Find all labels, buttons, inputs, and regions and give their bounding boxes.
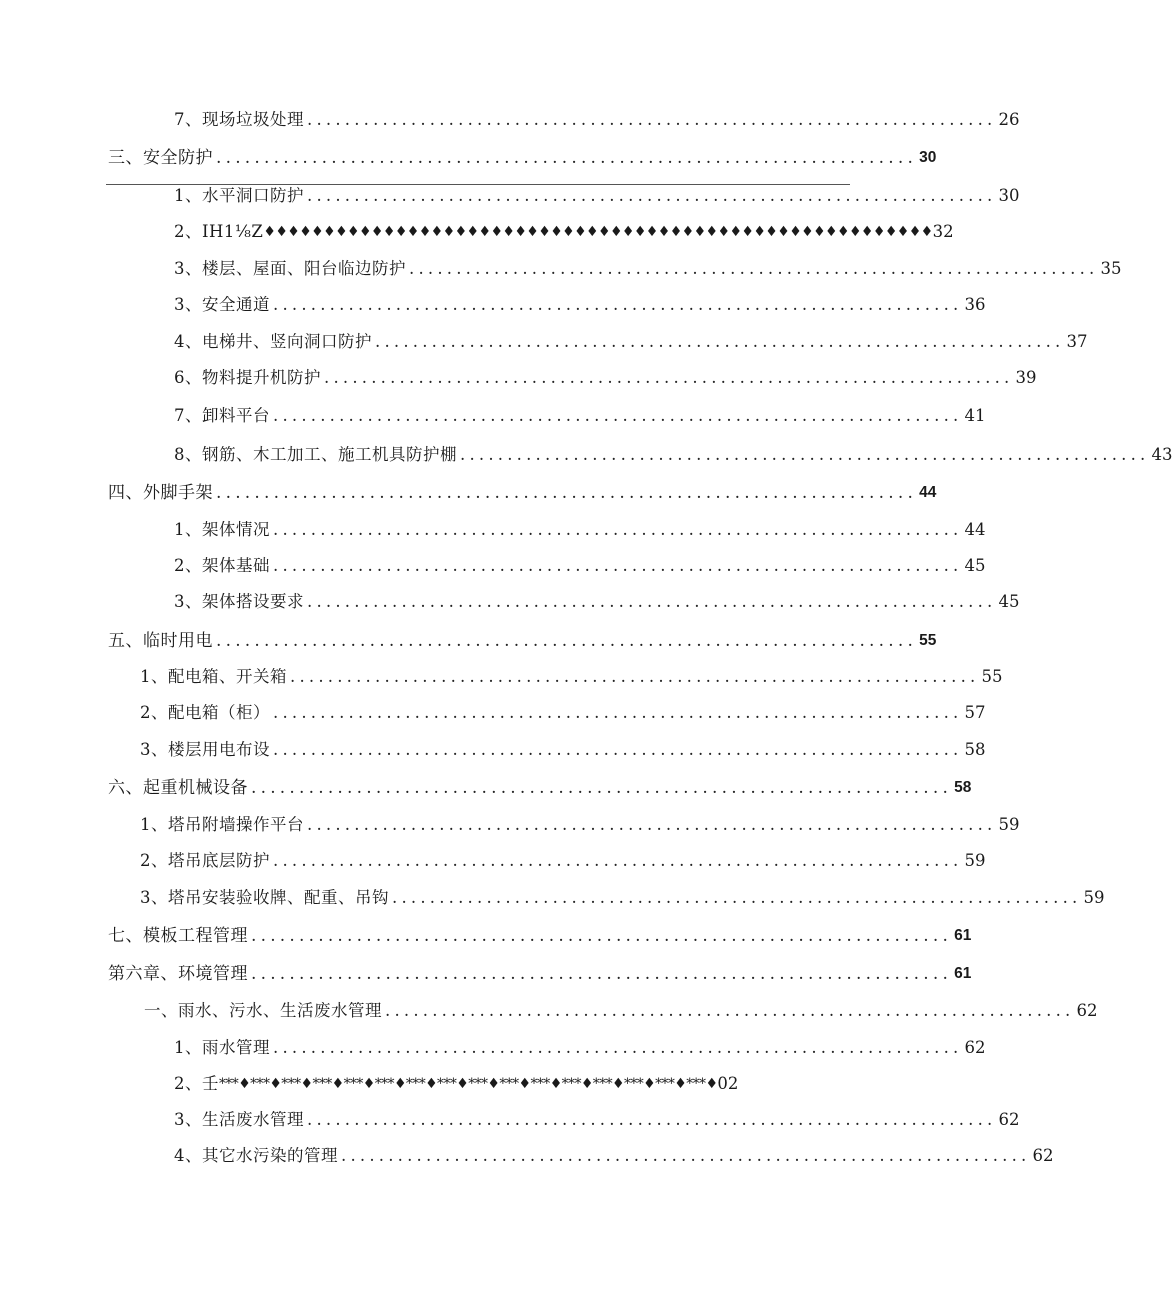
toc-entry [174, 1146, 1054, 1166]
dot-leader: ......................................................................... [273, 703, 963, 722]
dot-leader: ......................................................................... [375, 332, 1065, 351]
toc-entry-label: 3、塔吊安装验收牌、配重、吊钩 [140, 888, 389, 907]
toc-entry [108, 483, 937, 503]
toc-entry-page: 43 [1151, 445, 1172, 464]
dot-leader: ......................................................................... [273, 295, 963, 314]
toc-entry [108, 964, 972, 984]
garbled-leader: ♦♦♦♦♦♦♦♦♦♦♦♦♦♦♦♦♦♦♦♦♦♦♦♦♦♦♦♦♦♦♦♦♦♦♦♦♦♦♦♦♦♦♦♦♦♦♦♦♦♦♦♦♦♦♦♦ [263, 224, 933, 240]
toc-entry-label: 3、安全通道 [174, 295, 270, 314]
dot-leader: ......................................................................... [273, 851, 963, 870]
toc-entry [140, 888, 1105, 908]
toc-entry-page: 58 [964, 740, 986, 759]
toc-entry [174, 368, 1037, 388]
toc-entry-page: 35 [1100, 259, 1122, 278]
toc-entry [174, 1074, 790, 1094]
toc-entry [174, 222, 954, 242]
toc-entry-label: 1、架体情况 [174, 520, 270, 539]
dot-leader: ......................................................................... [307, 1110, 997, 1129]
toc-entry-label: 四、外脚手架 [108, 483, 213, 503]
dot-leader: ......................................................................... [307, 592, 997, 611]
toc-entry-page: 59 [1083, 888, 1105, 907]
toc-entry [174, 186, 1020, 206]
dot-leader: ......................................................................... [216, 631, 918, 651]
toc-entry [108, 778, 972, 798]
toc-entry-label: 三、安全防护 [108, 148, 213, 168]
dot-leader: ......................................................................... [307, 110, 997, 129]
toc-entry [140, 740, 986, 760]
garbled-leader: ***♦***♦***♦***♦***♦***♦***♦***♦***♦***♦***♦***♦***♦***♦***♦***♦ [219, 1076, 718, 1092]
dot-leader: ......................................................................... [273, 740, 963, 759]
dot-leader: ......................................................................... [392, 888, 1082, 907]
toc-entry-page: 62 [964, 1038, 986, 1057]
horizontal-rule [106, 184, 850, 185]
toc-entry-page: 44 [964, 520, 986, 539]
toc-entry-page: 61 [954, 965, 972, 982]
toc-entry-label: 七、模板工程管理 [108, 926, 248, 946]
toc-entry-page: 02 [717, 1074, 739, 1093]
toc-entry [174, 520, 986, 540]
toc-entry [174, 406, 986, 426]
toc-entry-page: 61 [954, 927, 972, 944]
toc-entry [140, 815, 1020, 835]
dot-leader: ......................................................................... [385, 1001, 1075, 1020]
dot-leader: ......................................................................... [307, 815, 997, 834]
toc-entry-page: 36 [964, 295, 986, 314]
toc-entry-page: 58 [954, 779, 972, 796]
toc-entry-label: 6、物料提升机防护 [174, 368, 321, 387]
toc-entry-page: 26 [998, 110, 1020, 129]
dot-leader: ......................................................................... [273, 1038, 963, 1057]
dot-leader: ......................................................................... [307, 186, 997, 205]
toc-entry-label: 3、架体搭设要求 [174, 592, 304, 611]
toc-entry-label: 3、楼层用电布设 [140, 740, 270, 759]
toc-entry-page: 30 [998, 186, 1020, 205]
toc-entry-page: 55 [919, 632, 937, 649]
toc-entry [140, 851, 986, 871]
toc-entry-label: 五、临时用电 [108, 631, 213, 651]
toc-entry-label: 1、水平洞口防护 [174, 186, 304, 205]
toc-entry [174, 332, 1088, 352]
toc-entry-label: 3、楼层、屋面、阳台临边防护 [174, 259, 406, 278]
dot-leader: ......................................................................... [251, 964, 953, 984]
toc-entry-page: 59 [964, 851, 986, 870]
toc-entry [108, 631, 937, 651]
toc-entry-page: 45 [964, 556, 986, 575]
toc-entry [174, 295, 986, 315]
dot-leader: ......................................................................... [273, 406, 963, 425]
toc-entry-label: 7、现场垃圾处理 [174, 110, 304, 129]
toc-entry [174, 1038, 986, 1058]
toc-entry-label: 一、雨水、污水、生活废水管理 [144, 1001, 382, 1020]
toc-entry-label: 2、IH1⅛Z [174, 222, 264, 241]
toc-entry-page: 62 [998, 1110, 1020, 1129]
toc-entry-page: 32 [932, 222, 954, 241]
dot-leader: ......................................................................... [409, 259, 1099, 278]
dot-leader: ......................................................................... [324, 368, 1014, 387]
toc-entry-label: 六、起重机械设备 [108, 778, 248, 798]
toc-entry-page: 59 [998, 815, 1020, 834]
toc-entry [174, 445, 1172, 465]
toc-entry [174, 556, 986, 576]
toc-entry-page: 62 [1032, 1146, 1054, 1165]
toc-entry-label: 1、雨水管理 [174, 1038, 270, 1057]
toc-entry [108, 148, 937, 168]
dot-leader: ......................................................................... [251, 926, 953, 946]
toc-entry-page: 44 [919, 484, 937, 501]
dot-leader: ......................................................................... [251, 778, 953, 798]
toc-entry-page: 45 [998, 592, 1020, 611]
toc-entry-label: 2、配电箱（柜） [140, 703, 270, 722]
toc-entry-page: 55 [981, 667, 1003, 686]
toc-entry-page: 62 [1076, 1001, 1098, 1020]
dot-leader: ......................................................................... [273, 520, 963, 539]
toc-entry [140, 667, 1003, 687]
dot-leader: ......................................................................... [273, 556, 963, 575]
toc-entry [144, 1001, 1098, 1021]
toc-entry [174, 1110, 1020, 1130]
toc-entry [174, 259, 1122, 279]
toc-entry-label: 2、架体基础 [174, 556, 270, 575]
toc-entry [140, 703, 986, 723]
toc-entry-label: 3、生活废水管理 [174, 1110, 304, 1129]
toc-entry-label: 2、壬 [174, 1074, 219, 1093]
toc-entry [174, 592, 1020, 612]
toc-entry-label: 2、塔吊底层防护 [140, 851, 270, 870]
toc-entry-page: 57 [964, 703, 986, 722]
dot-leader: ......................................................................... [290, 667, 980, 686]
toc-entry-label: 4、其它水污染的管理 [174, 1146, 338, 1165]
toc-entry [174, 110, 1020, 130]
toc-entry [108, 926, 972, 946]
toc-entry-label: 7、卸料平台 [174, 406, 270, 425]
toc-entry-page: 30 [919, 149, 937, 166]
dot-leader: ......................................................................... [460, 445, 1150, 464]
toc-entry-page: 37 [1066, 332, 1088, 351]
toc-entry-label: 4、电梯井、竖向洞口防护 [174, 332, 372, 351]
toc-entry-page: 39 [1015, 368, 1037, 387]
toc-entry-label: 1、塔吊附墙操作平台 [140, 815, 304, 834]
toc-entry-page: 41 [964, 406, 986, 425]
toc-entry-label: 1、配电箱、开关箱 [140, 667, 287, 686]
dot-leader: ......................................................................... [216, 483, 918, 503]
dot-leader: ......................................................................... [216, 148, 918, 168]
dot-leader: ......................................................................... [341, 1146, 1031, 1165]
toc-entry-label: 8、钢筋、木工加工、施工机具防护棚 [174, 445, 457, 464]
toc-entry-label: 第六章、环境管理 [108, 964, 248, 984]
